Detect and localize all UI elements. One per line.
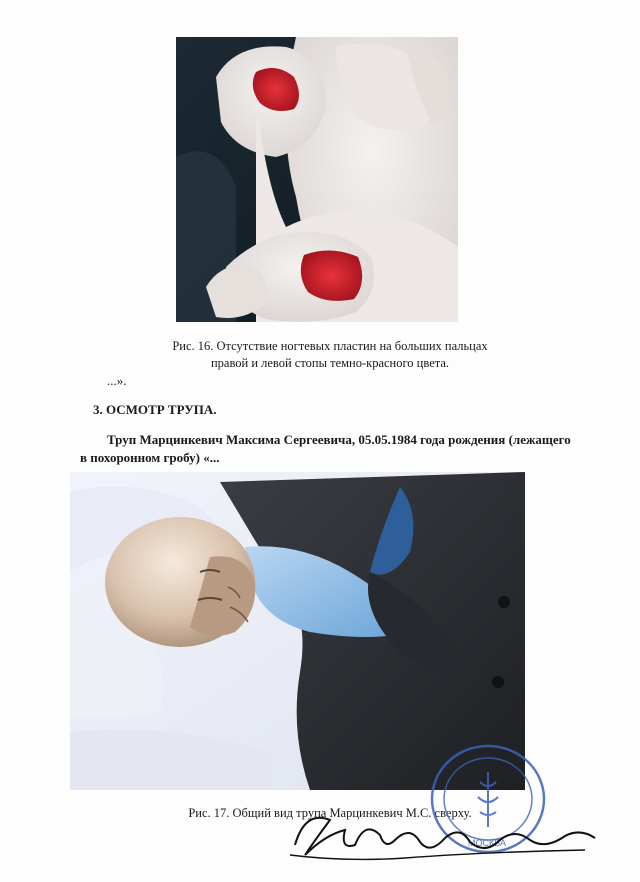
body-line1: Труп Марцинкевич Максима Сергеевича, 05.05.1984 года рождения (лежащего (107, 432, 571, 447)
body-line2: в похоронном гробу) «... (80, 450, 220, 465)
section-number: 3. (93, 402, 103, 417)
stamp-text: МОСКВА (468, 838, 506, 848)
figure16-caption-line2: правой и левой стопы темно-красного цвета. (210, 356, 450, 370)
quote-close: ...». (107, 373, 127, 388)
body-paragraph (80, 431, 600, 467)
section-heading (93, 401, 216, 419)
feet-illustration (176, 37, 458, 322)
figure16-caption-line1: Рис. 16. Отсутствие ногтевых пластин на больших пальцах (172, 339, 488, 353)
feet-photo (176, 37, 458, 322)
section-title: ОСМОТР ТРУПА. (106, 402, 217, 417)
figure16-caption (150, 338, 510, 372)
signature (285, 800, 605, 870)
figure17-caption: Рис. 17. Общий вид трупа Марцинкевич М.С. сверху. (188, 806, 472, 820)
